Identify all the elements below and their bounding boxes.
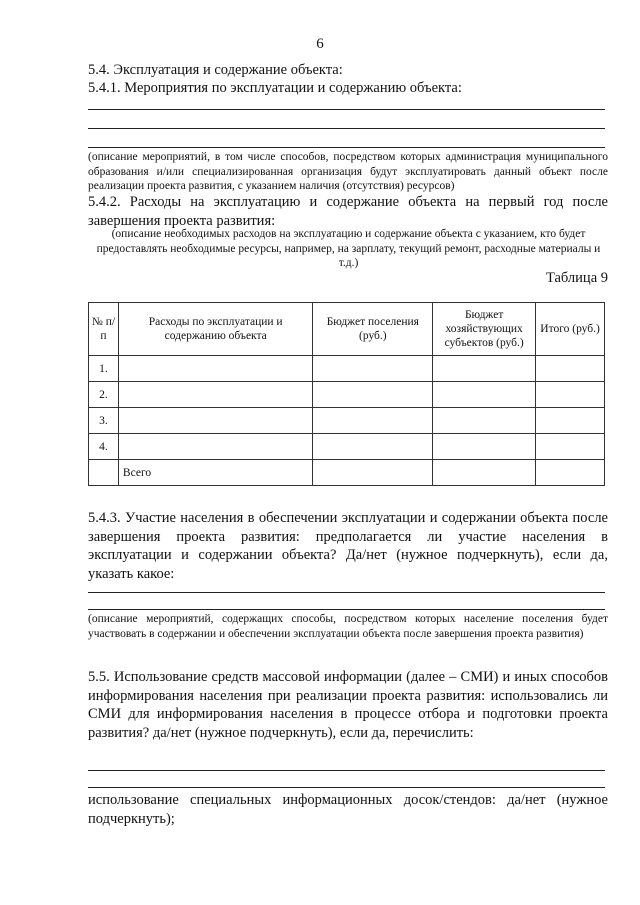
table-cell[interactable] — [433, 460, 536, 486]
header-expenses: Расходы по эксплуатации и содержанию объекта — [118, 303, 313, 356]
total-label: Всего — [118, 460, 313, 486]
header-number: № п/п — [89, 303, 119, 356]
section-5-4-1-heading: 5.4.1. Мероприятия по эксплуатации и содержанию объекта: — [88, 80, 462, 96]
header-total: Итого (руб.) — [536, 303, 605, 356]
fill-line — [88, 770, 605, 771]
fill-line — [88, 787, 605, 788]
table-row — [89, 434, 605, 460]
table-cell[interactable] — [433, 356, 536, 382]
row-number: 1. — [89, 356, 119, 382]
table-header-row — [89, 303, 605, 356]
table-caption: Таблица 9 — [545, 270, 608, 286]
fill-line — [88, 609, 605, 610]
expenses-table — [88, 302, 605, 486]
table-cell[interactable] — [536, 408, 605, 434]
row-number: 2. — [89, 382, 119, 408]
table-cell[interactable] — [118, 434, 313, 460]
section-5-5-paragraph: 5.5. Использование средств массовой информации (далее – СМИ) и иных способов информирования населения при реализации проекта развития: использовались ли СМИ для информирования населения в процессе отбора и подготовки проекта развития? да/нет (нужное подчеркнуть), если да, перечислить: — [88, 669, 608, 741]
note-5-4-2: (описание необходимых расходов на эксплуатацию и содержание объекта с указанием, кто будет предоставлять необходимые ресурсы, например, на зарплату, текущий ремонт, расходные материалы и т.д.) — [96, 228, 601, 269]
row-number: 4. — [89, 434, 119, 460]
section-5-4-heading: 5.4. Эксплуатация и содержание объекта: — [88, 62, 343, 78]
note-5-4-3: (описание мероприятий, содержащих способы, посредством которых население поселения будет участвовать в содержании и обеспечении эксплуатации объекта после завершения проекта развития) — [88, 613, 608, 640]
table-cell[interactable] — [536, 460, 605, 486]
table-row — [89, 356, 605, 382]
fill-line — [88, 109, 605, 110]
table-cell[interactable] — [536, 434, 605, 460]
table-cell[interactable] — [118, 408, 313, 434]
section-5-4-3-paragraph: 5.4.3. Участие населения в обеспечении эксплуатации и содержании объекта после завершения проекта развития: предполагается ли участие населения в эксплуатации и содержании объекта? Да/нет (нужное подчеркнуть), если да, указать какое: — [88, 510, 608, 582]
header-business-budget: Бюджет хозяйствующих субъектов (руб.) — [433, 303, 536, 356]
section-5-5-boards: использование специальных информационных досок/стендов: да/нет (нужное подчеркнуть); — [88, 792, 608, 827]
table-cell[interactable] — [536, 382, 605, 408]
fill-line — [88, 147, 605, 148]
fill-line — [88, 128, 605, 129]
table-cell[interactable] — [433, 434, 536, 460]
table-cell[interactable] — [313, 356, 433, 382]
table-cell[interactable] — [313, 382, 433, 408]
table-cell — [89, 460, 119, 486]
table-total-row — [89, 460, 605, 486]
page-number: 6 — [316, 36, 324, 52]
table-cell[interactable] — [118, 356, 313, 382]
table-cell[interactable] — [536, 356, 605, 382]
table-cell[interactable] — [118, 382, 313, 408]
table-cell[interactable] — [433, 408, 536, 434]
table-row — [89, 382, 605, 408]
table-cell[interactable] — [313, 408, 433, 434]
table-cell[interactable] — [313, 460, 433, 486]
note-5-4-1: (описание мероприятий, в том числе способов, посредством которых администрация муниципального образования и/или специализированная организация будут эксплуатировать данный объект после реализации проекта развития, с указанием наличия (отсутствия) ресурсов) — [88, 151, 608, 192]
table-cell[interactable] — [433, 382, 536, 408]
table-row — [89, 408, 605, 434]
table-cell[interactable] — [313, 434, 433, 460]
row-number: 3. — [89, 408, 119, 434]
fill-line — [88, 592, 605, 593]
header-settlement-budget: Бюджет поселения (руб.) — [313, 303, 433, 356]
section-5-4-2-heading: 5.4.2. Расходы на эксплуатацию и содержание объекта на первый год после завершения проекта развития: — [88, 194, 608, 229]
